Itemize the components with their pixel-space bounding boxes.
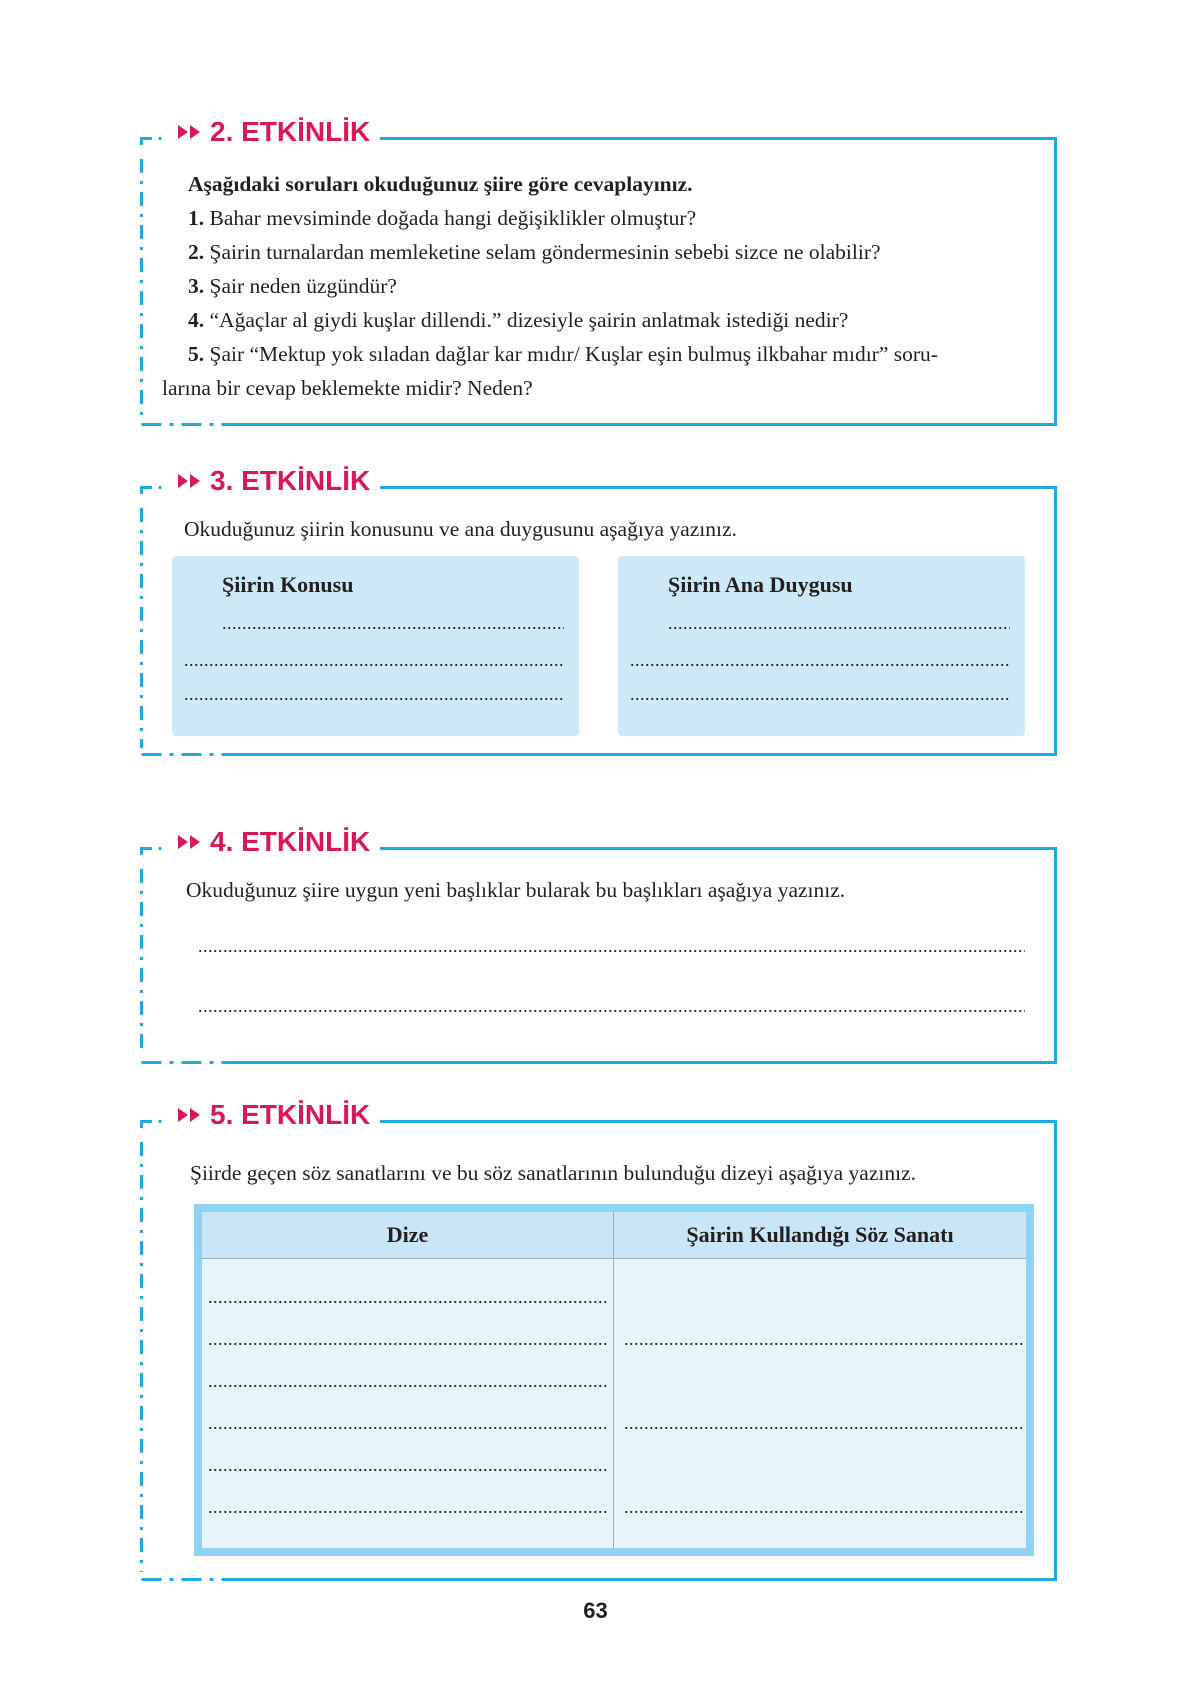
line-answer[interactable] [208, 1414, 606, 1432]
double-arrow-icon [178, 835, 202, 849]
answer-line[interactable] [184, 685, 564, 703]
activity-3-title: 3. ETKİNLİK [178, 464, 374, 498]
activity-2 [140, 116, 1057, 426]
main-emotion-box [618, 556, 1025, 736]
figure-answer[interactable] [624, 1498, 1022, 1516]
line-answer[interactable] [208, 1456, 606, 1474]
activity-2-title: 2. ETKİNLİK [178, 115, 374, 149]
double-arrow-icon [178, 1108, 202, 1122]
figure-answer[interactable] [624, 1330, 1022, 1348]
line-answer[interactable] [208, 1330, 606, 1348]
activity-3 [140, 465, 1057, 756]
activity-4-title: 4. ETKİNLİK [178, 825, 374, 859]
question-5-continued: larına bir cevap beklemekte midir? Neden? [162, 376, 533, 400]
activity-3-instruction: Okuduğunuz şiirin konusunu ve ana duygusunu aşağıya yazınız. [184, 517, 737, 541]
line-answer[interactable] [208, 1498, 606, 1516]
answer-line[interactable] [630, 685, 1010, 703]
answer-line[interactable] [184, 651, 564, 669]
answer-line[interactable] [198, 937, 1025, 955]
answer-line[interactable] [630, 651, 1010, 669]
header-line-column: Dize [386, 1222, 429, 1247]
activity-4-instruction: Okuduğunuz şiire uygun yeni başlıklar bularak bu başlıkları aşağıya yazınız. [186, 878, 846, 902]
figures-of-speech-table [194, 1204, 1034, 1556]
double-arrow-icon [178, 125, 202, 139]
question-4: 4. “Ağaçlar al giydi kuşlar dillendi.” dizesiyle şairin anlatmak istediği nedir? [188, 308, 849, 332]
activity-5-title: 5. ETKİNLİK [178, 1098, 374, 1132]
topic-box-title: Şiirin Konusu [222, 572, 354, 597]
question-3: 3. Şair neden üzgündür? [188, 274, 397, 298]
page-number: 63 [583, 1598, 608, 1623]
line-answer[interactable] [208, 1288, 606, 1306]
activity-5 [140, 1099, 1057, 1581]
figure-answer[interactable] [624, 1414, 1022, 1432]
answer-line[interactable] [222, 614, 564, 632]
question-1: 1. Bahar mevsiminde doğada hangi değişiklikler olmuştur? [188, 206, 697, 230]
question-5: 5. Şair “Mektup yok sıladan dağlar kar mıdır/ Kuşlar eşin bulmuş ilkbahar mıdır” soru- [188, 342, 938, 366]
question-2: 2. Şairin turnalardan memleketine selam göndermesinin sebebi sizce ne olabilir? [188, 240, 881, 264]
activity-4 [140, 826, 1057, 1064]
header-figure-column: Şairin Kullandığı Söz Sanatı [686, 1222, 954, 1247]
double-arrow-icon [178, 474, 202, 488]
main-emotion-box-title: Şiirin Ana Duygusu [668, 572, 853, 597]
answer-line[interactable] [198, 997, 1025, 1015]
answer-line[interactable] [668, 614, 1010, 632]
line-answer[interactable] [208, 1372, 606, 1390]
topic-box [172, 556, 579, 736]
activity-2-instruction: Aşağıdaki soruları okuduğunuz şiire göre cevaplayınız. [188, 172, 693, 196]
activity-5-instruction: Şiirde geçen söz sanatlarını ve bu söz sanatlarının bulunduğu dizeyi aşağıya yazınız. [190, 1161, 916, 1185]
